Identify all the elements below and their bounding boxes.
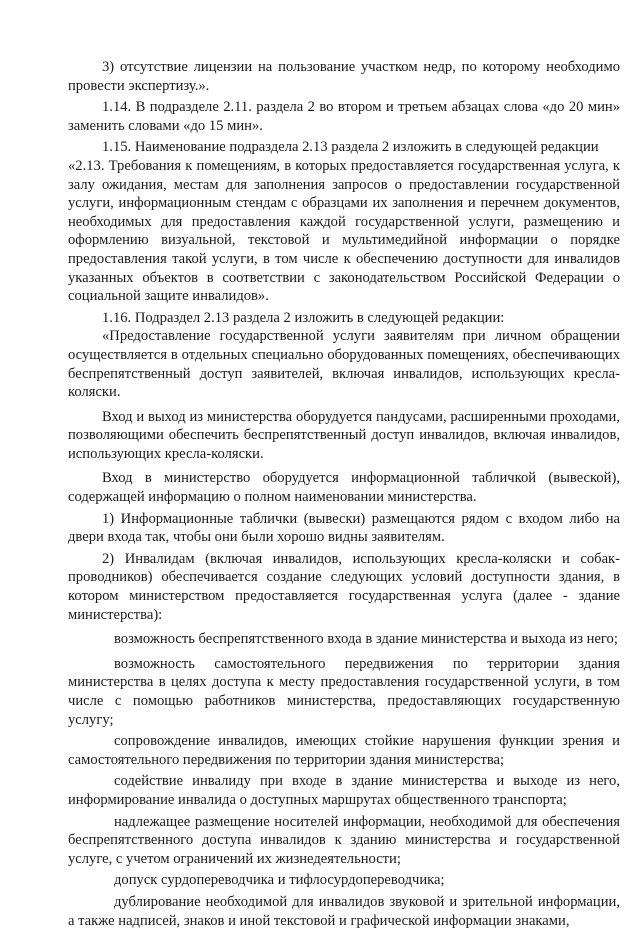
paragraph-condition-duplication: дублирование необходимой для инвалидов звуковой и зрительной информации, а также надписей, знаков и иной текстовой и графической информации знаками,: [68, 893, 620, 929]
paragraph-condition-assistance: содействие инвалиду при входе в здание министерства и выходе из него, информирование инвалида о доступных маршрутах общественного транспорта;: [68, 773, 620, 808]
paragraph-service-premises: «Предоставление государственной услуги заявителям при личном обращении осуществляется в отдельных специально оборудованных помещениях, обеспечивающих беспрепятственный доступ заявителей, включая инвалидов, использующих кресла-коляски.: [68, 328, 620, 401]
paragraph-1-16: 1.16. Подраздел 2.13 раздела 2 изложить в следующей редакции:: [102, 309, 505, 326]
paragraph-condition-movement: возможность самостоятельного передвижения по территории здания министерства в целях доступа к месту предоставления государственной услуги, в том числе с помощью работников министерства, предоставляющих государственную услугу;: [68, 655, 620, 728]
paragraph-2-13-title: «2.13. Требования к помещениям, в которых предоставляется государственная услуга, к залу ожидания, местам для заполнения запросов о предоставлении государственной услуги, информационным стендам с образцами их заполнения и перечнем документов, необходимых для предоставления каждой государственной услуги, размещению и оформлению визуальной, текстовой и мультимедийной информации о порядке предоставления такой услуги, в том числе к обеспечению доступности для инвалидов указанных объектов в соответствии с законодательством Российской Федерации о социальной защите инвалидов».: [68, 157, 620, 305]
paragraph-condition-entry: возможность беспрепятственного входа в здание министерства и выхода из него;: [114, 631, 618, 648]
paragraph-condition-interpreter: допуск сурдопереводчика и тифлосурдопереводчика;: [114, 872, 445, 889]
document-page: [68, 58, 620, 930]
paragraph-condition-escort: сопровождение инвалидов, имеющих стойкие нарушения функции зрения и самостоятельного передвижения по территории здания министерства;: [68, 733, 620, 768]
paragraph-1-15: 1.15. Наименование подраздела 2.13 раздела 2 изложить в следующей редакции: [102, 139, 599, 156]
paragraph-item-3-license: 3) отсутствие лицензии на пользование участком недр, по которому необходимо провести экспертизу.».: [68, 59, 620, 94]
paragraph-item-1-signs: 1) Информационные таблички (вывески) размещаются рядом с входом либо на двери входа так, чтобы они были хорошо видны заявителям.: [68, 510, 620, 546]
paragraph-information-sign: Вход в министерство оборудуется информационной табличкой (вывеской), содержащей информацию о полном наименовании министерства.: [68, 470, 620, 506]
paragraph-1-14: 1.14. В подразделе 2.11. раздела 2 во втором и третьем абзацах слова «до 20 мин» заменить словами «до 15 мин».: [68, 99, 620, 134]
paragraph-item-2-accessibility: 2) Инвалидам (включая инвалидов, использующих кресла-коляски и собак-проводников) обеспечивается создание следующих условий доступности здания, в котором министерством предоставляется государственная услуга (далее - здание министерства):: [68, 550, 620, 623]
paragraph-entrance-ramps: Вход и выход из министерства оборудуется пандусами, расширенными проходами, позволяющими обеспечить беспрепятственный доступ инвалидов, включая инвалидов, использующих кресла-коляски.: [68, 408, 620, 462]
paragraph-condition-information: надлежащее размещение носителей информации, необходимой для обеспечения беспрепятственного доступа инвалидов к зданию министерства и государственной услуге, с учетом ограничений их жизнедеятельности;: [68, 813, 620, 867]
